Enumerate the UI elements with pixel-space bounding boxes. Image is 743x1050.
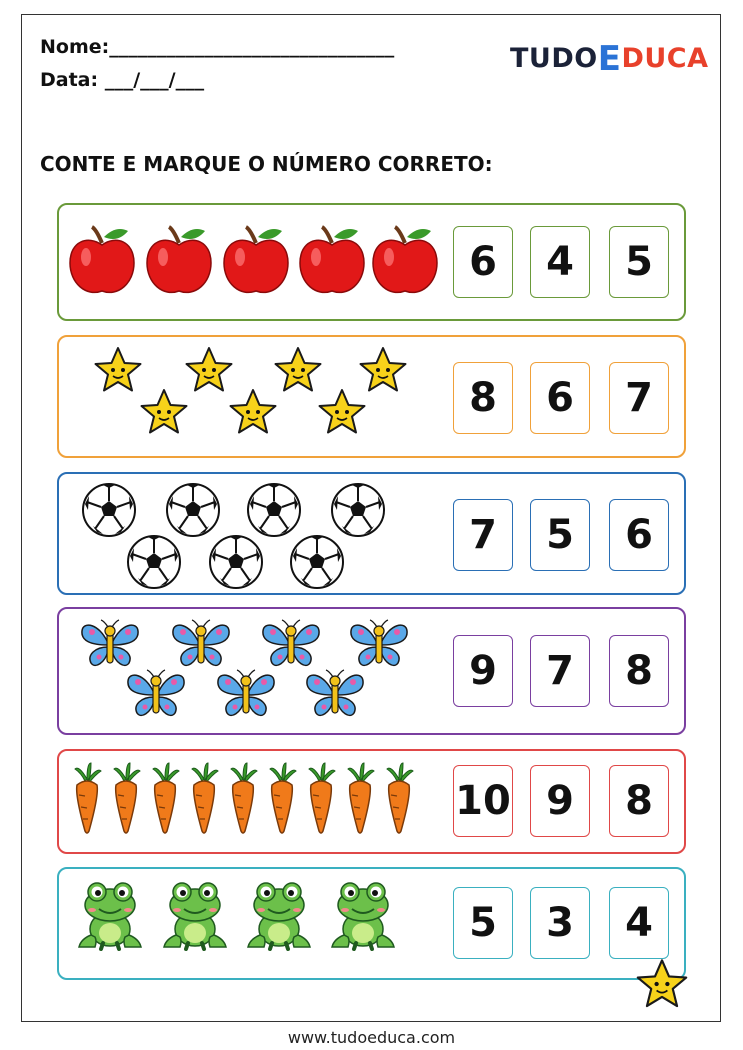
carrot-icon [186, 761, 222, 835]
count-row-carrots [57, 749, 686, 854]
carrot-icon [303, 761, 339, 835]
carrot-icon [342, 761, 378, 835]
carrot-icon [147, 761, 183, 835]
answer-option[interactable]: 7 [609, 362, 669, 434]
answer-option[interactable]: 9 [530, 765, 590, 837]
answer-option[interactable]: 5 [530, 499, 590, 571]
answer-option[interactable]: 3 [530, 887, 590, 959]
answer-option[interactable]: 8 [609, 765, 669, 837]
count-row-frogs [57, 867, 686, 980]
website-footer: www.tudoeduca.com [287, 1028, 456, 1047]
date-field-label: Data: ___/___/___ [40, 69, 205, 91]
butterfly-icon [125, 669, 187, 721]
answer-option[interactable]: 7 [530, 635, 590, 707]
logo-part-e: E [597, 39, 622, 79]
answer-option[interactable]: 10 [453, 765, 513, 837]
count-row-stars [57, 335, 686, 458]
apple-icon [222, 223, 290, 297]
answer-option[interactable]: 9 [453, 635, 513, 707]
answer-option[interactable]: 6 [453, 226, 513, 298]
soccer-ball-icon [165, 482, 221, 538]
answer-option[interactable]: 8 [453, 362, 513, 434]
soccer-ball-icon [246, 482, 302, 538]
carrots-group [59, 751, 439, 852]
soccer-ball-icon [126, 534, 182, 590]
count-row-apples [57, 203, 686, 321]
butterfly-icon [348, 619, 410, 671]
answer-option[interactable]: 7 [453, 499, 513, 571]
soccer-ball-icon [330, 482, 386, 538]
apple-icon [371, 223, 439, 297]
carrot-icon [225, 761, 261, 835]
apple-icon [145, 223, 213, 297]
apple-icon [68, 223, 136, 297]
frog-icon [244, 879, 314, 951]
answer-option[interactable]: 5 [453, 887, 513, 959]
name-field-label: Nome:______________________________ [40, 36, 395, 58]
carrot-icon [108, 761, 144, 835]
soccer-balls-group [59, 474, 439, 593]
logo-part-tudo: TUDO [510, 43, 598, 74]
count-row-soccer-balls [57, 472, 686, 595]
answer-option[interactable]: 4 [609, 887, 669, 959]
answer-option[interactable]: 6 [609, 499, 669, 571]
soccer-ball-icon [208, 534, 264, 590]
soccer-ball-icon [81, 482, 137, 538]
butterfly-icon [260, 619, 322, 671]
frog-icon [75, 879, 145, 951]
tudoeduca-logo [510, 36, 709, 79]
frog-icon [328, 879, 398, 951]
star-icon [357, 345, 409, 395]
answer-option[interactable]: 4 [530, 226, 590, 298]
carrot-icon [69, 761, 105, 835]
butterflies-group [59, 609, 439, 733]
butterfly-icon [304, 669, 366, 721]
carrot-icon [381, 761, 417, 835]
count-row-butterflies [57, 607, 686, 735]
butterfly-icon [215, 669, 277, 721]
frogs-group [59, 869, 439, 978]
logo-part-duca: DUCA [621, 43, 709, 74]
apples-group [59, 205, 439, 319]
decorative-star-icon [634, 957, 690, 1011]
instruction-heading: CONTE E MARQUE O NÚMERO CORRETO: [40, 152, 493, 176]
answer-option[interactable]: 5 [609, 226, 669, 298]
answer-option[interactable]: 6 [530, 362, 590, 434]
carrot-icon [264, 761, 300, 835]
butterfly-icon [170, 619, 232, 671]
frog-icon [160, 879, 230, 951]
butterfly-icon [79, 619, 141, 671]
answer-option[interactable]: 8 [609, 635, 669, 707]
soccer-ball-icon [289, 534, 345, 590]
stars-group [59, 337, 439, 456]
apple-icon [298, 223, 366, 297]
star-icon [92, 345, 144, 395]
